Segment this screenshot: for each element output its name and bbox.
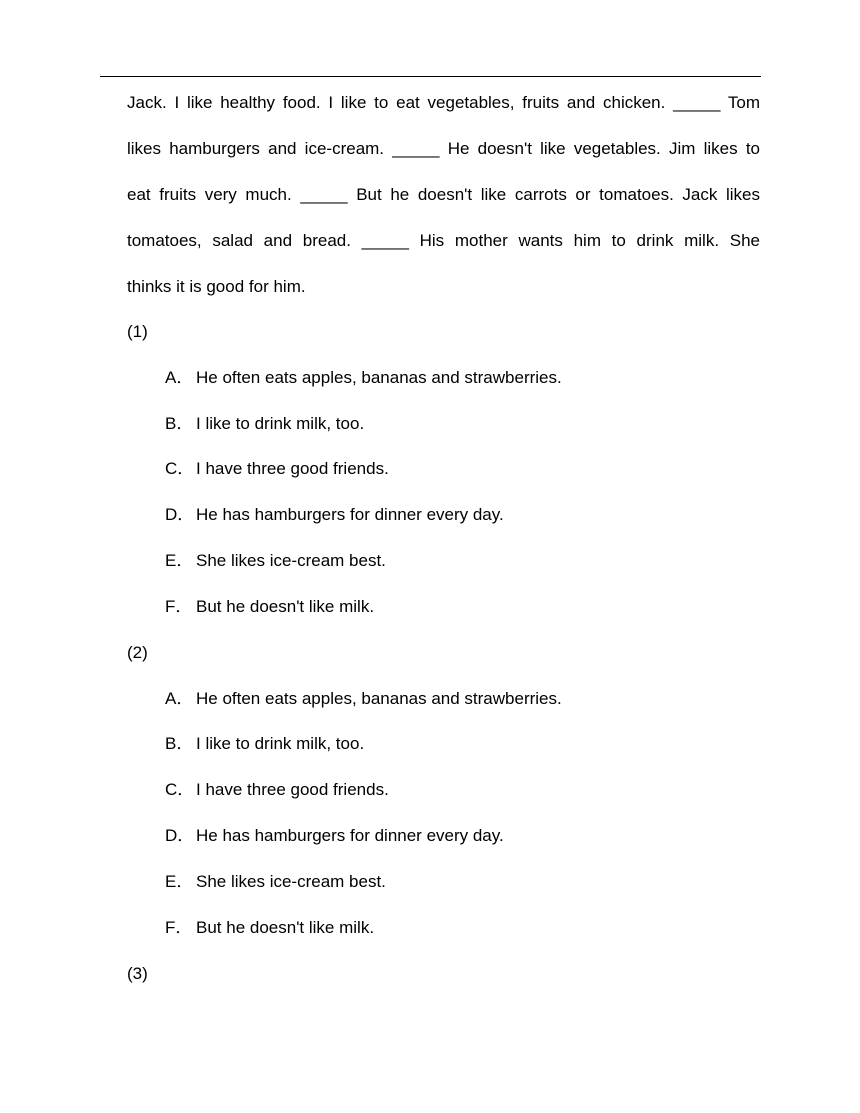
answer-option[interactable] — [165, 688, 562, 710]
answer-option[interactable] — [165, 871, 386, 893]
answer-option[interactable] — [165, 458, 389, 480]
passage-line: thinks it is good for him. — [127, 277, 306, 296]
option-text: But he doesn't like milk. — [196, 918, 375, 937]
option-letter: E． — [165, 551, 194, 570]
option-text: He often eats apples, bananas and strawberries. — [196, 689, 562, 708]
option-text: He has hamburgers for dinner every day. — [196, 826, 504, 845]
answer-option[interactable] — [165, 779, 389, 801]
answer-option[interactable] — [165, 733, 364, 755]
passage-line: eat fruits very much. _____ But he doesn't like carrots or tomatoes. Jack likes — [127, 185, 760, 204]
option-letter: B． — [165, 734, 194, 753]
option-letter: E． — [165, 872, 194, 891]
option-text: She likes ice-cream best. — [196, 551, 386, 570]
answer-option[interactable] — [165, 550, 386, 572]
option-text: I have three good friends. — [196, 459, 389, 478]
question-number: (2) — [127, 643, 148, 662]
option-letter: F． — [165, 597, 193, 616]
answer-option[interactable] — [165, 504, 504, 526]
passage-line: Jack. I like healthy food. I like to eat vegetables, fruits and chicken. _____ Tom — [127, 93, 760, 112]
option-text: I have three good friends. — [196, 780, 389, 799]
answer-option[interactable] — [165, 596, 374, 618]
answer-option[interactable] — [165, 917, 374, 939]
reading-passage — [127, 80, 760, 310]
answer-option[interactable] — [165, 825, 504, 847]
answer-option[interactable] — [165, 413, 364, 435]
option-letter: F． — [165, 918, 193, 937]
passage-line: likes hamburgers and ice-cream. _____ He doesn't like vegetables. Jim likes to — [127, 139, 760, 158]
option-text: I like to drink milk, too. — [196, 414, 365, 433]
option-text: But he doesn't like milk. — [196, 597, 375, 616]
option-text: She likes ice-cream best. — [196, 872, 386, 891]
option-text: He often eats apples, bananas and strawberries. — [196, 368, 562, 387]
option-letter: C． — [165, 459, 195, 478]
option-letter: B． — [165, 414, 194, 433]
header-rule — [100, 76, 761, 77]
option-letter: D． — [165, 505, 195, 524]
answer-option[interactable] — [165, 367, 562, 389]
question-number: (3) — [127, 964, 148, 983]
option-letter: D． — [165, 826, 195, 845]
question-number: (1) — [127, 322, 148, 341]
option-letter: C． — [165, 780, 195, 799]
option-letter: A． — [165, 689, 194, 708]
option-text: I like to drink milk, too. — [196, 734, 365, 753]
passage-line: tomatoes, salad and bread. _____ His mother wants him to drink milk. She — [127, 231, 760, 250]
option-letter: A． — [165, 368, 194, 387]
option-text: He has hamburgers for dinner every day. — [196, 505, 504, 524]
